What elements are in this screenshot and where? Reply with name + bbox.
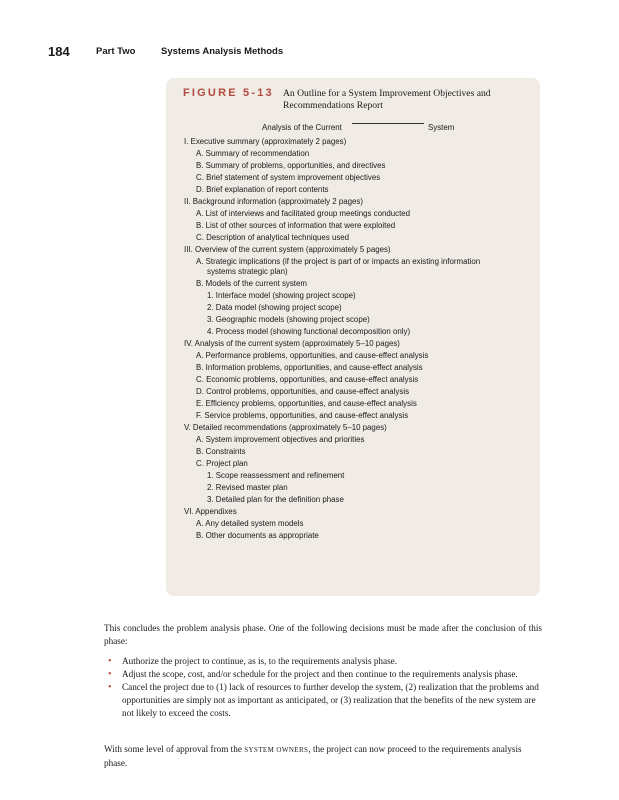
system-owners-term: SYSTEM OWNERS [244,746,309,754]
list-item-text: Cancel the project due to (1) lack of resources to further develop the system, (2) realization that the problems and opportunities are simply not as important as anticipated, or (3) realization that the benefits of the new system are not likely to exceed the costs. [122,682,539,718]
outline-item: B. Information problems, opportunities, and cause-effect analysis [196,363,423,372]
outline-item: C. Economic problems, opportunities, and cause-effect analysis [196,375,419,384]
figure-box [166,78,540,596]
outline-item: I. Executive summary (approximately 2 pages) [184,137,347,146]
outline-item: V. Detailed recommendations (approximately 5–10 pages) [184,423,387,432]
outline-item: 3. Geographic models (showing project scope) [207,315,370,324]
list-item-text: Adjust the scope, cost, and/or schedule for the project and then continue to the requirements analysis phase. [122,669,518,679]
outline-item: II. Background information (approximately 2 pages) [184,197,363,206]
outline-item: 1. Scope reassessment and refinement [207,471,345,480]
outline-item: B. Summary of problems, opportunities, and directives [196,161,386,170]
page-number: 184 [48,44,70,59]
title-blank-line [352,123,424,124]
list-item [108,668,540,681]
closing-text-start: With some level of approval from the [104,744,242,754]
outline-title [262,123,502,135]
outline-item: A. Performance problems, opportunities, and cause-effect analysis [196,351,429,360]
outline-item: B. List of other sources of information that were exploited [196,221,396,230]
outline-item: A. System improvement objectives and priorities [196,435,365,444]
outline-item: III. Overview of the current system (approximately 5 pages) [184,245,391,254]
outline-item: B. Models of the current system [196,279,307,288]
closing-paragraph [104,743,542,770]
outline-item: B. Constraints [196,447,246,456]
bullet-icon: • [108,669,112,680]
outline-item: IV. Analysis of the current system (approximately 5–10 pages) [184,339,400,348]
outline-item: C. Project plan [196,459,248,468]
outline-item: 2. Data model (showing project scope) [207,303,342,312]
outline-item: 4. Process model (showing functional decomposition only) [207,327,411,336]
body-paragraph: This concludes the problem analysis phase. One of the following decisions must be made after the conclusion of this phase: [104,623,542,646]
outline-item: E. Efficiency problems, opportunities, and cause-effect analysis [196,399,417,408]
outline-item: C. Brief statement of system improvement objectives [196,173,381,182]
outline-item: A. List of interviews and facilitated group meetings conducted [196,209,411,218]
outline-title-suffix: System [428,123,455,132]
list-item [108,655,540,668]
list-item-text: Authorize the project to continue, as is, to the requirements analysis phase. [122,656,398,666]
part-label: Part Two [96,46,136,57]
outline-item: A. Strategic implications (if the project is part of or impacts an existing information [196,257,481,266]
list-item [108,681,540,720]
outline-item: VI. Appendixes [184,507,237,516]
outline-item: 2. Revised master plan [207,483,288,492]
outline-item: B. Other documents as appropriate [196,531,319,540]
bullet-icon: • [108,682,112,693]
section-title: Systems Analysis Methods [161,46,284,57]
decision-list [108,655,540,720]
bullet-icon: • [108,656,112,667]
outline-item: 3. Detailed plan for the definition phase [207,495,344,504]
outline-item: A. Summary of recommendation [196,149,310,158]
outline-item: C. Description of analytical techniques used [196,233,350,242]
outline-title-prefix: Analysis of the Current [262,123,342,132]
outline-item: 1. Interface model (showing project scope) [207,291,356,300]
outline-item: D. Brief explanation of report contents [196,185,329,194]
outline-item: D. Control problems, opportunities, and cause-effect analysis [196,387,410,396]
figure-label: FIGURE 5-13 [183,87,274,99]
outline-item: F. Service problems, opportunities, and cause-effect analysis [196,411,409,420]
figure-caption: An Outline for a System Improvement Objectives and Recommendations Report [283,88,491,111]
outline-item: systems strategic plan) [207,267,288,276]
closing-text-end: , the project can now proceed to the requirements analysis phase. [104,744,522,768]
outline-item: A. Any detailed system models [196,519,304,528]
